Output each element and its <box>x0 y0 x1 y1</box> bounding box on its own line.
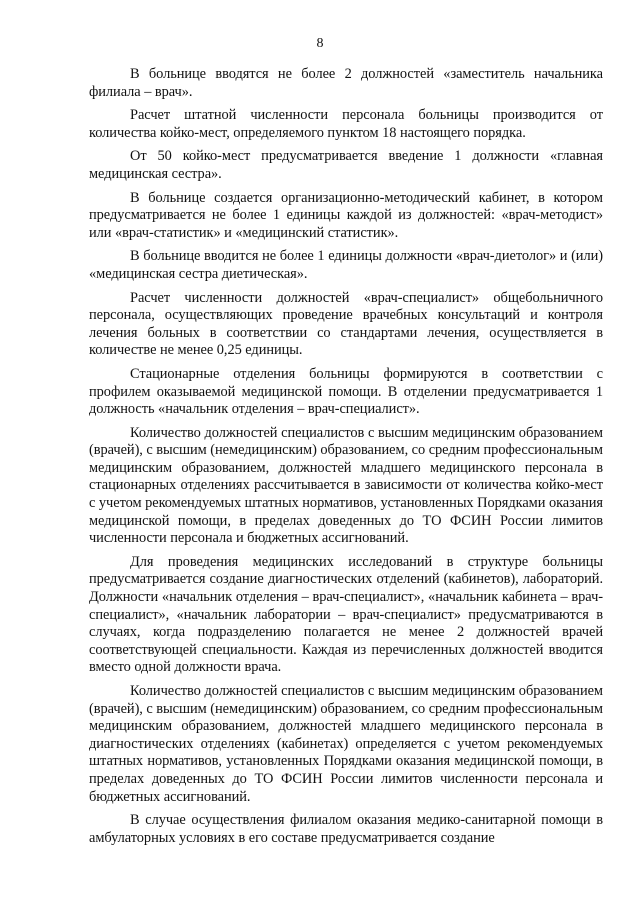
paragraph-dietitian: В больнице вводится не более 1 единицы должности «врач-диетолог» и (или) «медицинская сестра диетическая». <box>89 248 603 282</box>
paragraph-deputy-head: В больнице вводятся не более 2 должностей «заместитель начальника филиала – врач». <box>89 66 603 100</box>
page-number: 8 <box>316 36 324 51</box>
paragraph-outpatient-care: В случае осуществления филиалом оказания медико-санитарной помощи в амбулаторных условиях в его составе предусматривается создание <box>89 812 603 846</box>
paragraph-diagnostic-units: Для проведения медицинских исследований в структуре больницы предусматривается создание диагностических отделений (кабинетов), лабораторий. Должности «начальник отделения – врач-специалист», «начальник кабинета – врач-специалист», «начальник лаборатории – врач-специалист» предусматриваются в случаях, когда подразделению полагается не менее 2 должностей врачей соответствующей специальности. Каждая из перечисленных должностей вводится вместо одной должности врача. <box>89 553 603 676</box>
paragraph-inpatient-departments: Стационарные отделения больницы формируются в соответствии с профилем оказываемой медицинской помощи. В отделении предусматривается 1 должность «начальник отделения – врач-специалист». <box>89 365 603 418</box>
paragraph-inpatient-staffing: Количество должностей специалистов с высшим медицинским образованием (врачей), с высшим (немедицинским) образованием, со средним профессиональным медицинским образованием, должностей младшего медицинского персонала в стационарных отделениях рассчитывается в зависимости от количества койко-мест с учетом рекомендуемых штатных нормативов, установленных Порядками оказания медицинской помощи, в пределах доведенных до ТО ФСИН России лимитов численности персонала и бюджетных ассигнований. <box>89 424 603 547</box>
paragraph-specialist-count: Расчет численности должностей «врач-специалист» общебольничного персонала, осуществляющих проведение врачебных консультаций и контроля лечения больных в соответствии со стандартами лечения, осуществляется в количестве не менее 0,25 единицы. <box>89 289 603 359</box>
paragraph-staff-calculation: Расчет штатной численности персонала больницы производится от количества койко-мест, определяемого пунктом 18 настоящего порядка. <box>89 107 603 141</box>
document-body <box>89 66 603 853</box>
paragraph-diagnostic-staffing: Количество должностей специалистов с высшим медицинским образованием (врачей), с высшим (немедицинским) образованием, со средним профессиональным медицинским образованием, должностей младшего медицинского персонала в диагностических отделениях (кабинетах) определяется с учетом рекомендуемых штатных нормативов, установленных Порядками оказания медицинской помощи, в пределах доведенных до ТО ФСИН России лимитов численности персонала и бюджетных ассигнований. <box>89 683 603 805</box>
paragraph-head-nurse: От 50 койко-мест предусматривается введение 1 должности «главная медицинская сестра». <box>89 148 603 182</box>
paragraph-methodical-office: В больнице создается организационно-методический кабинет, в котором предусматривается не более 1 единицы каждой из должностей: «врач-методист» или «врач-статистик» и «медицинский статистик». <box>89 189 603 241</box>
